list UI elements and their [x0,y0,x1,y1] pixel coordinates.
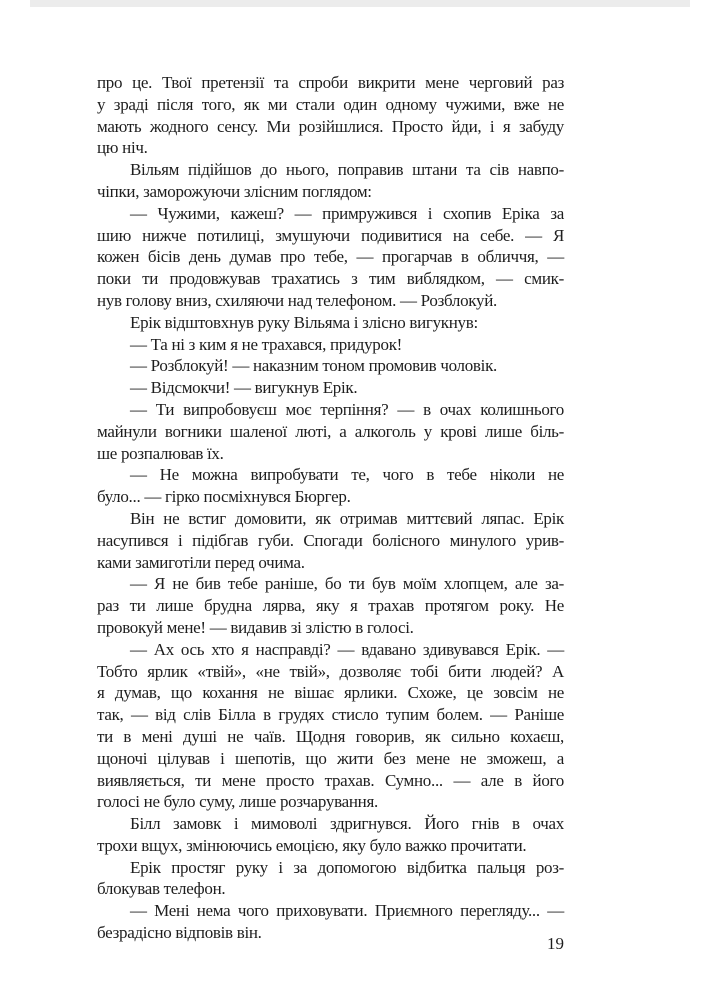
text-line: Ерік відштовхнув руку Вільяма і злісно вигукнув: [130,312,478,332]
text-line: раз ти лише брудна лярва, яку я трахав протягом року. Не [97,596,564,616]
text-line: — Та ні з ким я не трахався, придурок! [130,334,403,354]
text-line: мають жодного сенсу. Ми розійшлися. Просто йди, і я забуду [97,116,564,136]
text-line: — Ти випробовуєш моє терпіння? — в очах колишнього [130,399,564,419]
text-line: — Відсмокчи! — вигукнув Ерік. [130,378,358,398]
text-line: так, — від слів Білла в грудях стисло тупим болем. — Раніше [97,705,564,725]
text-line: насупився і підібгав губи. Спогади болісного минулого урив- [97,530,564,550]
text-line: майнули вогники шаленої люті, а алкоголь у крові лише біль- [97,421,564,441]
text-line: ками замиготіли перед очима. [97,552,305,572]
text-line: провокуй мене! — видавив зі злістю в голосі. [97,617,414,637]
text-line: Він не встиг домовити, як отримав миттєвий ляпас. Ерік [130,508,564,528]
text-line: ти в мені душі не чаїв. Щодня говорив, як сильно кохаєш, [97,726,564,746]
text-line: щоночі цілував і шепотів, що жити без мене не зможеш, а [97,748,564,768]
text-line: — Розблокуй! — наказним тоном промовив чоловік. [130,356,497,376]
text-line: нув голову вниз, схиляючи над телефоном. — Розблокуй. [97,290,497,310]
text-line: про це. Твої претензії та спроби викрити мене черговий раз [97,73,564,92]
text-line: Ерік простяг руку і за допомогою відбитка пальця роз- [130,857,564,877]
text-line: виявляється, ти мене просто трахав. Сумно... — але в його [97,770,564,790]
text-line: — Мені нема чого приховувати. Приємного перегляду... — [130,901,564,921]
text-line: — Я не бив тебе раніше, бо ти був моїм хлопцем, але за- [130,574,564,594]
text-line: чіпки, заморожуючи злісним поглядом: [97,181,372,201]
page-number: 19 [547,934,564,953]
text-line: у зраді після того, як ми стали один одному чужими, вже не [97,94,564,114]
text-line: я думав, що кохання не вішає ярлики. Схоже, це зовсім не [97,683,564,703]
text-line: трохи вщух, змінюючись емоцією, яку було важко прочитати. [97,835,527,855]
text-line: цю ніч. [97,138,148,158]
page-top-edge [30,0,690,7]
text-line: шию нижче потилиці, змушуючи подивитися на себе. — Я [97,225,564,245]
text-line: — Чужими, кажеш? — примружився і схопив Еріка за [130,203,564,223]
page-body-text [97,72,564,944]
text-line: кожен бісів день думав про тебе, — прогарчав в обличчя, — [97,247,564,267]
text-line: Вільям підійшов до нього, поправив штани та сів навпо- [130,160,564,180]
text-line: — Ах ось хто я насправді? — вдавано здивувався Ерік. — [130,639,564,659]
text-line: поки ти продовжував трахатись з тим виблядком, — смик- [97,269,564,289]
text-line: Білл замовк і мимоволі здригнувся. Його гнів в очах [130,814,564,834]
text-line: безрадісно відповів він. [97,923,262,943]
text-line: голосі не було суму, лише розчарування. [97,792,378,812]
text-line: ше розпалював їх. [97,443,224,463]
text-line: Тобто ярлик «твій», «не твій», дозволяє тобі бити людей? А [97,661,564,681]
text-line: було... — гірко посміхнувся Бюргер. [97,487,351,507]
text-line: блокував телефон. [97,879,226,899]
text-line: — Не можна випробувати те, чого в тебе ніколи не [130,465,564,485]
